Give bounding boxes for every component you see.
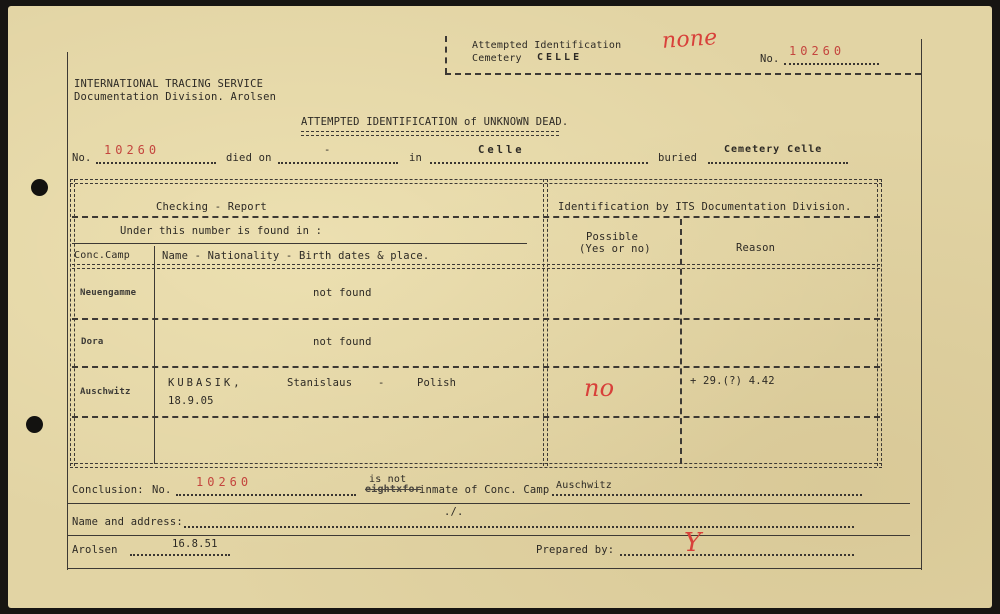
- punch-hole-bottom: [26, 416, 43, 433]
- row-1-camp: Neuengamme: [80, 288, 137, 298]
- name-column-header: Name - Nationality - Birth dates & place.: [162, 250, 430, 262]
- conclusion-is-not: is not: [369, 474, 407, 485]
- top-no-label: No.: [760, 53, 780, 65]
- name-address-bottom-rule: [67, 535, 910, 536]
- row-divider-1: [72, 318, 880, 320]
- form-title: ATTEMPTED IDENTIFICATION of UNKNOWN DEAD.: [301, 116, 569, 128]
- in-label: in: [409, 152, 423, 164]
- footer-place: Arolsen: [72, 544, 118, 556]
- top-box-bottom-border: [445, 73, 921, 75]
- row-3-birth: 18.9.05: [168, 395, 214, 407]
- possible-column-header: Possible: [586, 231, 639, 243]
- column-header-divider: [72, 264, 880, 269]
- checking-report-header: Checking - Report: [156, 201, 267, 213]
- handwritten-none: none: [661, 25, 719, 54]
- no-label: No.: [72, 152, 92, 164]
- camp-name-divider: [154, 246, 155, 464]
- row-3-firstname: Stanislaus: [287, 377, 353, 389]
- row-2-name: not found: [313, 336, 372, 348]
- row-1-name: not found: [313, 287, 372, 299]
- prepared-by-initial: Y: [684, 528, 702, 558]
- issuer-line1: INTERNATIONAL TRACING SERVICE: [74, 78, 264, 90]
- in-dots: [430, 162, 648, 164]
- top-box-line2-label: Cemetery: [472, 53, 522, 64]
- table-right-border: [877, 179, 882, 466]
- conclusion-camp-dots: [552, 494, 862, 496]
- conclusion-struck: eightxfor: [365, 484, 421, 495]
- top-box-left-border: [445, 36, 447, 74]
- in-value: Celle: [478, 144, 525, 156]
- card-left-border: [67, 52, 68, 570]
- name-address-label: Name and address:: [72, 516, 183, 528]
- died-on-value: -: [324, 144, 331, 156]
- top-box-line1: Attempted Identification: [472, 40, 622, 51]
- punch-hole-top: [31, 179, 48, 196]
- identification-header: Identification by ITS Documentation Division.: [558, 201, 852, 213]
- prepared-by-label: Prepared by:: [536, 544, 615, 556]
- subheader-underline: [72, 243, 527, 244]
- table-center-divider: [543, 179, 548, 466]
- table-top-border: [70, 179, 882, 184]
- row-3-camp: Auschwitz: [80, 387, 131, 397]
- conclusion-no-label: No.: [152, 484, 172, 496]
- card-right-border: [921, 39, 922, 570]
- row-3-nationality: Polish: [417, 377, 457, 389]
- possible-reason-divider: [680, 219, 682, 464]
- possible-column-subheader: (Yes or no): [579, 243, 651, 255]
- conc-camp-column-header: Conc.Camp: [74, 250, 130, 261]
- buried-label: buried: [658, 152, 698, 164]
- footer-date: 16.8.51: [172, 538, 218, 550]
- buried-value: Cemetery Celle: [724, 144, 823, 155]
- row-divider-2: [72, 366, 880, 368]
- found-in-subheader: Under this number is found in :: [120, 225, 323, 237]
- buried-dots: [708, 162, 848, 164]
- top-no-dots: [784, 63, 879, 65]
- row-divider-3: [72, 416, 880, 418]
- row-3-possible: no: [584, 374, 615, 402]
- title-underline-2: [301, 135, 559, 136]
- name-address-dots: [184, 526, 854, 528]
- table-left-border: [70, 179, 75, 466]
- conclusion-label: Conclusion:: [72, 484, 144, 496]
- footer-date-dots: [130, 554, 230, 556]
- footer-bottom-rule: [67, 568, 922, 569]
- table-bottom-border: [70, 463, 882, 468]
- conclusion-bottom-rule: [67, 503, 910, 504]
- table-header-divider: [72, 216, 880, 218]
- no-value: 10260: [104, 143, 161, 157]
- identification-card: [8, 6, 992, 608]
- conclusion-no-dots: [176, 494, 356, 496]
- conclusion-camp: Auschwitz: [556, 480, 612, 491]
- prepared-by-dots: [620, 554, 854, 556]
- died-on-dots: [278, 162, 398, 164]
- row-3-surname: KUBASIK,: [168, 377, 243, 389]
- conclusion-no-value: 10260: [196, 475, 253, 489]
- title-underline-1: [301, 131, 559, 132]
- reason-column-header: Reason: [736, 242, 776, 254]
- no-dots: [96, 162, 216, 164]
- top-box-cemetery: CELLE: [537, 52, 583, 63]
- died-on-label: died on: [226, 152, 272, 164]
- name-address-value: ./.: [444, 506, 464, 518]
- conclusion-inmate: inmate of Conc. Camp: [419, 484, 550, 496]
- issuer-line2: Documentation Division. Arolsen: [74, 91, 277, 103]
- row-2-camp: Dora: [81, 337, 104, 347]
- row-3-dash: -: [378, 377, 385, 389]
- top-no-value: 10260: [789, 44, 846, 58]
- row-3-reason: + 29.(?) 4.42: [690, 375, 775, 387]
